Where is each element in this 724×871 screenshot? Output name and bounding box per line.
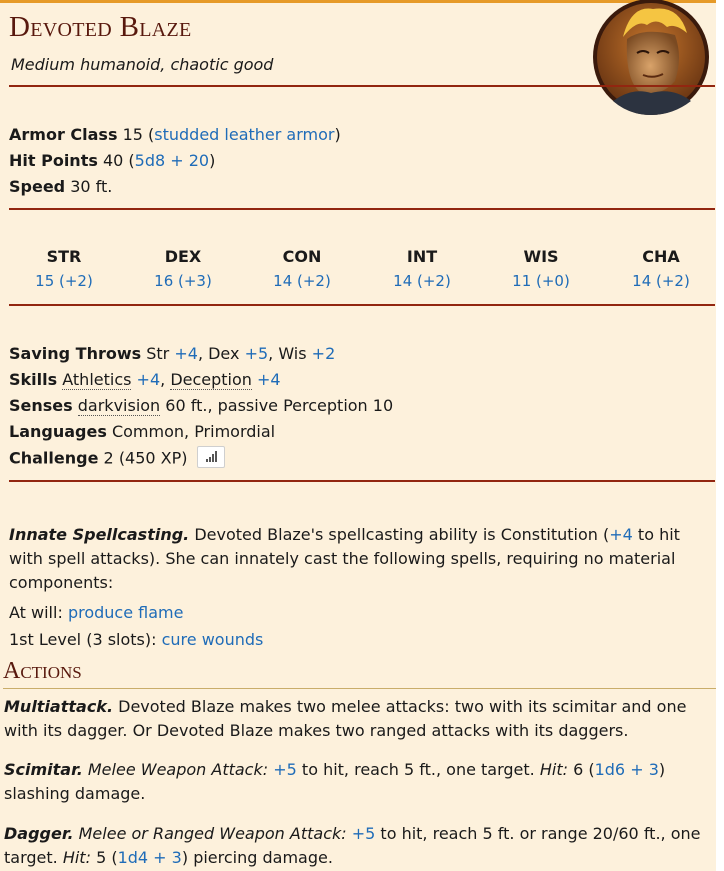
languages-label: Languages: [9, 422, 107, 441]
languages-value: Common, Primordial: [111, 422, 276, 441]
hit-dice-roll[interactable]: 5d8 + 20: [134, 151, 210, 170]
hit-label: Hit:: [62, 848, 91, 867]
save-roll[interactable]: +5: [244, 344, 269, 363]
divider: [9, 85, 715, 87]
skill-roll[interactable]: +4: [136, 370, 161, 389]
save-roll[interactable]: +2: [311, 344, 336, 363]
damage-average: 6 (: [573, 760, 595, 779]
spell-link-produce-flame[interactable]: produce flame: [67, 603, 184, 622]
spell-link-cure-wounds[interactable]: cure wounds: [161, 630, 264, 649]
armor-class-label: Armor Class: [9, 125, 118, 144]
trait-name: Innate Spellcasting.: [9, 525, 190, 544]
ability-score-roll[interactable]: 16 (+3): [154, 272, 212, 290]
speed-value: 30 ft.: [70, 177, 113, 196]
ability-wis: [481, 247, 601, 290]
skills-row: Skills Athletics +4, Deception +4: [9, 370, 281, 389]
ability-str: [4, 247, 124, 290]
ability-score-roll[interactable]: 15 (+2): [35, 272, 93, 290]
ability-score-roll[interactable]: 11 (+0): [512, 272, 570, 290]
attack-type: Melee Weapon Attack:: [87, 760, 269, 779]
senses-value: 60 ft., passive Perception 10: [165, 396, 394, 415]
skill-roll[interactable]: +4: [257, 370, 281, 389]
ability-con: [242, 247, 362, 290]
action-multiattack: [4, 695, 712, 743]
challenge-label: Challenge: [9, 448, 99, 468]
hit-label: Hit:: [539, 760, 568, 779]
action-name: Multiattack.: [4, 697, 114, 716]
damage-type: ) slashing damage.: [4, 760, 666, 803]
damage-type: ) piercing damage.: [181, 848, 333, 867]
attack-reach: to hit, reach 5 ft., one target.: [301, 760, 535, 779]
divider: [9, 208, 715, 210]
innate-spellcasting-trait: [9, 523, 709, 595]
hit-points-row: Hit Points 40 (5d8 + 20): [9, 151, 216, 170]
senses-label: Senses: [9, 396, 73, 415]
ability-label: INT: [406, 247, 438, 266]
at-will-spells: [9, 603, 183, 622]
ability-int: [362, 247, 482, 290]
hit-points-value: 40: [102, 151, 124, 170]
spell-attack-roll[interactable]: +4: [609, 525, 633, 544]
save-roll[interactable]: +4: [174, 344, 198, 363]
save-name: Str: [146, 344, 170, 363]
damage-roll[interactable]: 1d6 + 3: [594, 760, 659, 779]
actions-heading: Actions: [3, 658, 82, 684]
action-text: Devoted Blaze makes two melee attacks: two with its scimitar and one with its dagger. Or Devoted Blaze makes two ranged attacks with its daggers.: [4, 697, 687, 740]
action-name: Scimitar.: [4, 760, 83, 779]
skill-tooltip[interactable]: Deception: [170, 370, 252, 389]
save-name: Dex: [208, 344, 240, 363]
senses-row: [9, 396, 393, 415]
trait-text: Devoted Blaze's spellcasting ability is Constitution (: [194, 525, 610, 544]
monster-meta: Medium humanoid, chaotic good: [11, 55, 274, 74]
divider: [9, 304, 715, 306]
save-name: Wis: [278, 344, 307, 363]
divider: [9, 480, 715, 482]
challenge-row: [9, 448, 225, 470]
hit-points-label: Hit Points: [9, 151, 98, 170]
speed-row: [9, 177, 112, 196]
monster-name: Devoted Blaze: [9, 11, 192, 43]
speed-label: Speed: [9, 177, 66, 196]
languages-row: [9, 422, 275, 441]
level1-spells: [9, 630, 263, 649]
ability-label: WIS: [523, 247, 559, 266]
ability-score-roll[interactable]: 14 (+2): [632, 272, 690, 290]
armor-class-row: Armor Class 15 (studded leather armor): [9, 125, 341, 144]
saving-throws-label: Saving Throws: [9, 344, 142, 363]
action-dagger: [4, 822, 712, 870]
trait-text: to hit with spell attacks). She can innately cast the following spells, requiring no material components:: [9, 525, 680, 592]
bar-chart-icon: [198, 447, 224, 467]
ability-cha: [601, 247, 721, 290]
ability-label: DEX: [164, 247, 202, 266]
skill-tooltip[interactable]: Athletics: [62, 370, 132, 389]
attack-type: Melee or Ranged Weapon Attack:: [78, 824, 347, 843]
monster-portrait: [583, 0, 719, 121]
armor-type-link[interactable]: studded leather armor: [154, 125, 335, 144]
ability-score-roll[interactable]: 14 (+2): [273, 272, 331, 290]
spell-level-label: At will:: [9, 603, 63, 622]
ability-dex: [123, 247, 243, 290]
ability-score-roll[interactable]: 14 (+2): [393, 272, 451, 290]
action-name: Dagger.: [4, 824, 74, 843]
action-scimitar: [4, 758, 712, 806]
attack-roll[interactable]: +5: [273, 760, 297, 779]
armor-class-value: 15: [122, 125, 143, 144]
ability-label: CON: [282, 247, 322, 266]
actions-rule: [3, 688, 716, 689]
damage-average: 5 (: [96, 848, 118, 867]
saving-throws-row: Saving Throws Str +4, Dex +5, Wis +2: [9, 344, 336, 363]
darkvision-tooltip[interactable]: darkvision: [77, 396, 161, 415]
ability-label: CHA: [642, 247, 680, 266]
attack-reach: to hit, reach 5 ft. or range 20/60 ft., one target.: [4, 824, 701, 867]
skills-label: Skills: [9, 370, 58, 389]
ability-label: STR: [46, 247, 82, 266]
attack-roll[interactable]: +5: [351, 824, 376, 843]
challenge-value: 2 (450 XP): [103, 448, 188, 468]
challenge-chart-button[interactable]: [197, 446, 225, 468]
damage-roll[interactable]: 1d4 + 3: [117, 848, 182, 867]
spell-level-label: 1st Level (3 slots):: [9, 630, 157, 649]
